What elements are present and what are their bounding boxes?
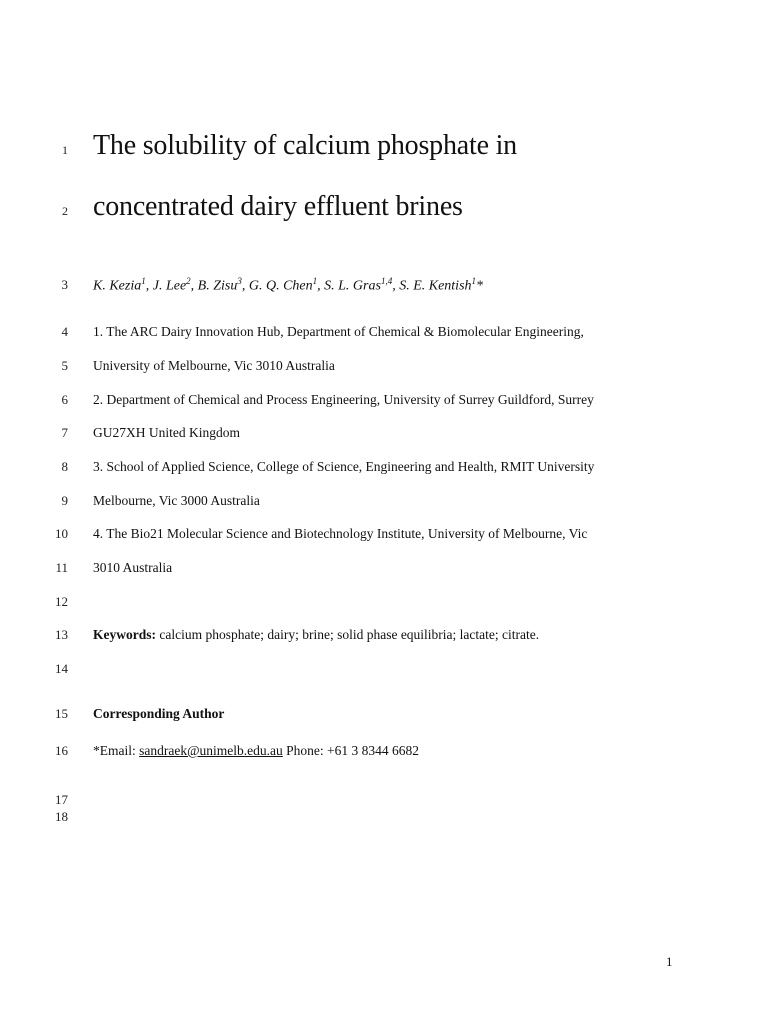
author-name: S. L. Gras (324, 278, 381, 294)
author-name: B. Zisu (197, 278, 238, 294)
author-affiliation-mark: 1 (141, 276, 146, 286)
line-number: 2 (62, 204, 68, 218)
affiliation-4-line-2: 3010 Australia (93, 560, 173, 575)
line-number: 3 (61, 277, 68, 292)
email-link[interactable]: sandraek@unimelb.edu.au (139, 743, 283, 758)
author-affiliation-mark: 2 (186, 276, 191, 286)
line-number: 11 (55, 560, 68, 575)
author-separator: , (145, 278, 153, 294)
line-number: 18 (55, 809, 68, 824)
line-number: 9 (61, 493, 68, 508)
line-number: 7 (61, 425, 68, 440)
line-number: 17 (55, 792, 68, 807)
affiliation-1-line-1: 1. The ARC Dairy Innovation Hub, Department of Chemical & Biomolecular Engineering, (93, 324, 584, 339)
phone-text: Phone: +61 3 8344 6682 (286, 743, 420, 758)
author-affiliation-mark: 1 (471, 276, 477, 286)
page-number: 1 (666, 954, 673, 969)
affiliation-2-line-1: 2. Department of Chemical and Process Engineering, University of Surrey Guildford, Surrey (93, 392, 594, 407)
line-number: 6 (61, 392, 68, 407)
affiliation-2-line-2: GU27XH United Kingdom (93, 425, 240, 440)
author-separator: , (317, 278, 325, 294)
paper-title-line-2: concentrated dairy effluent brines (93, 191, 463, 222)
line-number: 10 (55, 526, 68, 541)
contact-line (93, 743, 419, 759)
author-separator: , (241, 278, 249, 294)
keywords-text: calcium phosphate; dairy; brine; solid phase equilibria; lactate; citrate. (159, 627, 540, 642)
author-affiliation-mark: 1,4 (380, 276, 393, 286)
line-number: 12 (55, 594, 68, 609)
email-label: *Email: (93, 743, 136, 758)
author-name: K. Kezia (93, 278, 142, 294)
affiliation-3-line-1: 3. School of Applied Science, College of Science, Engineering and Health, RMIT University (93, 459, 595, 474)
affiliation-3-line-2: Melbourne, Vic 3000 Australia (93, 493, 260, 508)
author-separator: * (476, 278, 484, 294)
affiliation-1-line-2: University of Melbourne, Vic 3010 Australia (93, 358, 335, 373)
paper-title-line-1: The solubility of calcium phosphate in (93, 130, 517, 161)
author-name: G. Q. Chen (248, 278, 313, 294)
keywords-line (93, 627, 539, 643)
author-separator: , (392, 278, 400, 294)
author-affiliation-mark: 3 (237, 276, 242, 286)
line-number: 13 (55, 627, 68, 642)
line-number: 16 (55, 743, 68, 758)
author-list (93, 276, 483, 295)
line-number: 4 (61, 324, 68, 339)
author-separator: , (190, 278, 198, 294)
affiliation-4-line-1: 4. The Bio21 Molecular Science and Biotechnology Institute, University of Melbourne, Vic (93, 526, 588, 541)
author-affiliation-mark: 1 (312, 276, 318, 286)
corresponding-author-heading: Corresponding Author (93, 706, 225, 721)
author-name: J. Lee (152, 278, 187, 294)
keywords-label: Keywords: (93, 627, 156, 642)
author-name: S. E. Kentish (399, 278, 472, 294)
line-number: 5 (61, 358, 68, 373)
line-number: 14 (55, 661, 68, 676)
line-number: 8 (61, 459, 68, 474)
line-number: 15 (55, 706, 68, 721)
line-number: 1 (62, 143, 68, 157)
